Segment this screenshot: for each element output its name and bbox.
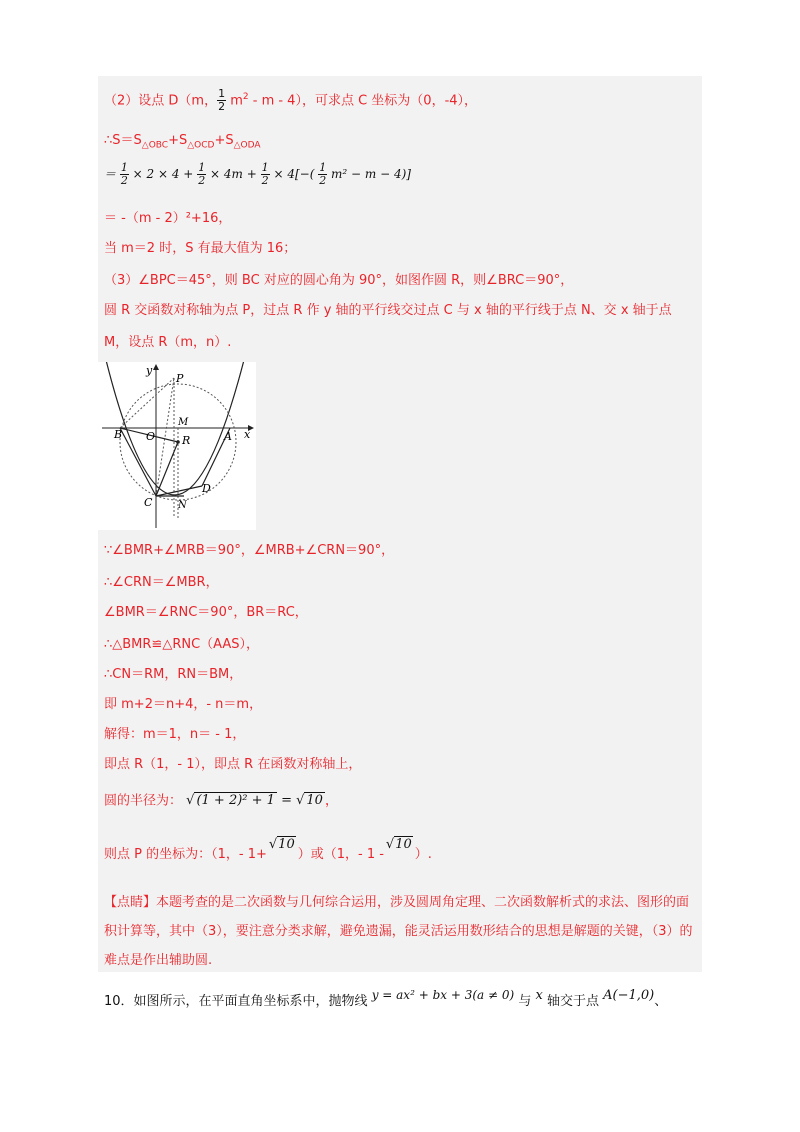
proof-step-6: 即 m+2＝n+4，- n＝m， [104,697,263,712]
equals: = [276,793,297,808]
radius-formula: √ (1 + 2)² + 1 = √ 10 [186,793,323,808]
fraction [197,162,206,187]
label-b: B [114,428,123,441]
label-d: D [202,482,211,495]
text: ）. [414,847,432,862]
note-paragraph [104,888,698,975]
text: ＝ [104,167,117,181]
part3-set-r: M，设点 R（m，n）. [104,335,232,350]
part3-intro: （3）∠BPC＝45°，则 BC 对应的圆心角为 90°，如图作圆 R，则∠BRC＝90°， [104,273,574,288]
text: × 2 × 4 + [132,167,194,181]
fraction [217,88,226,113]
superscript: 2 [242,92,249,102]
numerator: 1 [319,161,327,174]
proof-step-5: ∴CN＝RM，RN＝BM， [104,667,243,682]
x-symbol: x [535,988,543,1003]
point-r [176,440,180,444]
denominator: 2 [218,100,226,114]
text: 圆的半径为： [104,793,183,809]
numerator: 1 [218,87,226,101]
label-y: y [146,364,153,377]
fraction [120,162,129,187]
radicand: (1 + 2)² + 1 [196,793,275,808]
text: × 4m + [210,167,257,181]
label-p: P [176,372,184,385]
question-10 [104,988,668,1011]
text: ， [324,793,338,809]
numerator: 1 [261,161,269,174]
radicand: 10 [395,837,412,852]
max-area: 当 m＝2 时，S 有最大值为 16； [104,241,297,256]
part3-construction: 圆 R 交函数对称轴为点 P，过点 R 作 y 轴的平行线交过点 C 与 x 轴的平行线于点 N、交 x 轴于点 [104,303,672,318]
text: m² − m − 4)] [331,167,411,181]
label-o: O [146,430,156,443]
radicand: 10 [306,793,323,808]
numerator: 1 [198,161,206,174]
denominator: 2 [198,174,206,187]
proof-step-1: ∵∠BMR+∠MRB＝90°，∠MRB+∠CRN＝90°， [104,543,395,558]
subscript: △ODA [233,140,261,151]
sqrt-10: √10 [385,837,412,852]
text: - m - 4），可求点 C 坐标为（0，-4）， [248,93,478,109]
denominator: 2 [120,174,128,187]
subscript: △OBC [141,140,169,151]
proof-step-7: 解得：m＝1，n＝ - 1， [104,727,246,742]
label-r: R [182,434,191,447]
text: 与 [518,994,532,1009]
denominator: 2 [261,174,269,187]
label-c: C [144,496,153,509]
text: 10．如图所示，在平面直角坐标系中，抛物线 [104,994,368,1009]
text: m [226,93,243,109]
area-sum-line [104,132,261,155]
point-a: A(−1,0) [603,988,655,1003]
text: ）或（1，- 1 - [297,847,384,862]
radicand: 10 [278,837,295,852]
fraction [261,162,270,187]
text: +S [168,133,188,148]
part2-intro [104,88,477,113]
label-m: M [178,417,189,428]
numerator: 1 [120,161,128,174]
simplified-area: ＝ -（m - 2）²+16， [104,211,232,226]
subscript: △OCD [187,140,215,151]
text: × 4[−( [273,167,315,181]
text: （2）设点 D（m， [104,93,218,109]
text: 则点 P 的坐标为：（1，- 1+ [104,847,267,862]
label-x: x [244,428,251,441]
label-n: N [178,500,187,511]
fraction [318,162,327,187]
geometry-figure [98,362,256,530]
sqrt-10: √10 [268,837,295,852]
denominator: 2 [319,174,327,187]
proof-step-4: ∴△BMR≌△RNC（AAS）， [104,637,260,652]
text: 、 [654,994,668,1009]
proof-step-3: ∠BMR＝∠RNC＝90°，BR＝RC， [104,605,308,620]
area-formula [104,160,411,188]
proof-step-2: ∴∠CRN＝∠MBR， [104,575,219,590]
parabola-equation: y = ax² + bx + 3(a ≠ 0) [371,988,515,1002]
text: ∴S＝S [104,133,142,148]
note-tag: 【点睛】 [104,895,157,910]
text: 轴交于点 [546,994,599,1009]
proof-step-8: 即点 R（1，- 1），即点 R 在函数对称轴上， [104,757,362,772]
text: +S [214,133,234,148]
p-coordinates [104,837,432,864]
label-a: A [224,430,232,443]
note-text: 本题考查的是二次函数与几何综合运用，涉及圆周角定理、二次函数解析式的求法、图形的面积计算等，其中（3），要注意分类求解，避免遗漏，能灵活运用数形结合的思想是解题的关键，（3）的难点是作出辅助圆. [104,895,693,968]
radius-line [104,792,338,811]
